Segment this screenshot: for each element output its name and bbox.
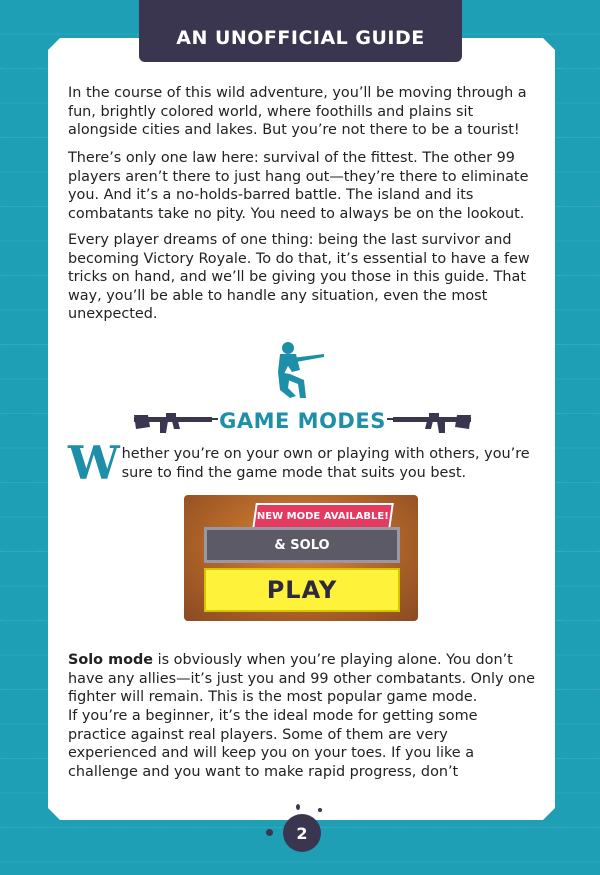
page-number-badge: [283, 814, 321, 852]
page-number: 2: [296, 823, 308, 843]
solo-mode-term: Solo mode: [68, 652, 154, 668]
mode-selector: [204, 527, 400, 563]
paragraph-law: [68, 149, 538, 223]
play-label: PLAY: [266, 576, 338, 604]
paragraph-text: There’s only one law here: survival of the fittest. The other 99 players aren’t there to just hang out—they’re there to eliminate you. And it’s a no-holds-barred battle. The island and its combatants take no pity. You need to always be on the lookout.: [68, 150, 529, 222]
header-tab: [139, 0, 462, 62]
soldier-icon: [266, 340, 328, 400]
paragraph-text: If you’re a beginner, it’s the ideal mode for getting some practice against real players. Some of them are very experienced and will keep you on your toes. If you like a challenge and you want to make rapid progress, don’t: [68, 708, 478, 780]
badge-label: NEW MODE AVAILABLE!: [257, 510, 389, 522]
drop-cap: W: [68, 436, 120, 490]
header-title: AN UNOFFICIAL GUIDE: [176, 27, 425, 49]
new-mode-badge: [252, 503, 394, 529]
paragraph-solo: [68, 651, 538, 707]
paragraph-beginner: [68, 707, 538, 781]
ink-splat: [266, 829, 273, 836]
section-title: GAME MODES: [219, 409, 386, 433]
paragraph-text: Every player dreams of one thing: being the last survivor and becoming Victory Royale. To do that, it’s essential to have a few tricks on hand, and we’ll be giving you those in this guide. That way, you’ll be able to handle any situation, even the most unexpected.: [68, 232, 530, 322]
paragraph-text: [68, 651, 538, 707]
solo-mode-text: is obviously when you’re playing alone. You don’t have any allies—it’s just you and 99 other combatants. Only one fighter will remain. This is the most popular game mode.: [68, 652, 535, 705]
intro-text: hether you’re on your own or playing with others, you’re sure to find the game mode that suits you best.: [121, 446, 530, 481]
ink-splat: [318, 808, 322, 812]
mode-label: & SOLO: [274, 537, 330, 553]
section-heading-row: [130, 405, 475, 437]
paragraph-intro: [68, 84, 538, 140]
rifle-icon: [130, 407, 218, 435]
rifle-icon: [387, 407, 475, 435]
paragraph-victory: [68, 231, 538, 324]
game-screenshot: [184, 495, 418, 621]
paragraph-text: In the course of this wild adventure, you’ll be moving through a fun, brightly colored world, where foothills and plains sit alongside cities and lakes. But you’re not there to be a tourist!: [68, 85, 527, 138]
section-intro: [68, 436, 538, 490]
ink-splat: [296, 804, 300, 810]
play-button: [204, 568, 400, 612]
